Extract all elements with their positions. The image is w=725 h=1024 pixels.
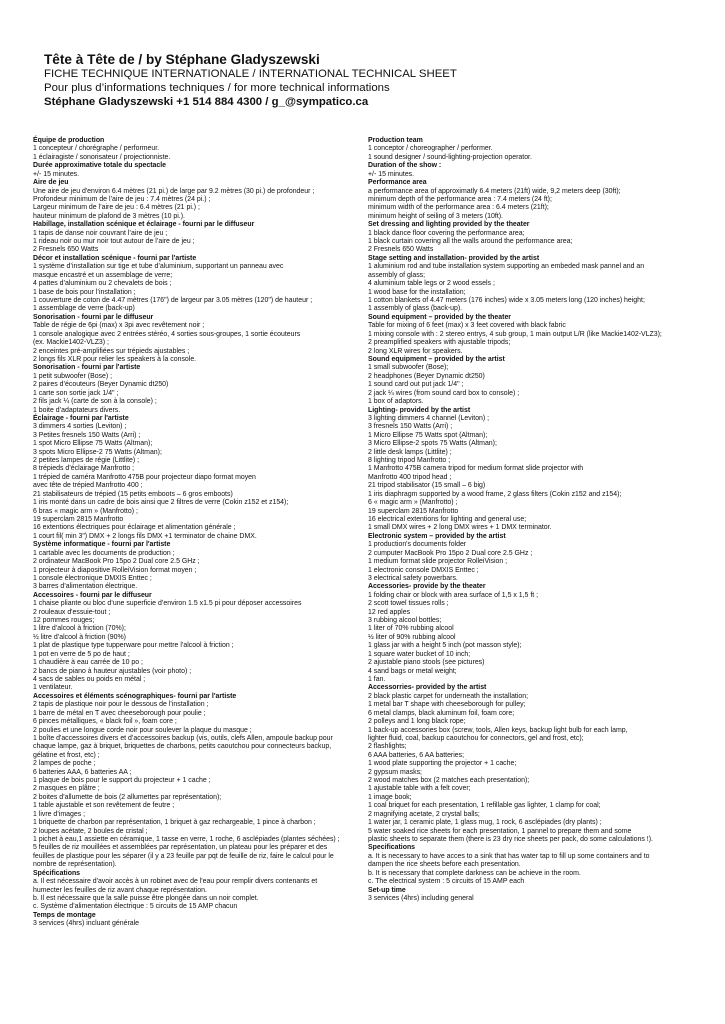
en-text-line: 1 small subwoofer (Bose); [368, 364, 449, 372]
en-text-line: 1 water jar, 1 ceramic plate, 1 glass mug, 1 rock, 6 asclépiades (dry plants) ; [368, 819, 602, 827]
fr-section-heading: Aire de jeu [33, 179, 69, 187]
fr-section-heading: Habillage, installation scénique et éclairage - fourni par le diffuseur [33, 221, 255, 229]
en-text-line: 1 small DMX wires + 2 long DMX wires + 1 DMX terminator. [368, 524, 552, 532]
en-text-line: 2 preamplified speakers with ajustable tripods; [368, 339, 511, 347]
fr-text-line: 3 barres d’alimentation électrique. [33, 583, 138, 591]
fr-section-heading: Accessoires et éléments scénographiques- fourni par l'artiste [33, 692, 237, 700]
en-text-line: assembly of glass; [368, 271, 426, 279]
fr-text-line: 2 enceintes pré-amplifiées sur trépieds ajustables ; [33, 347, 190, 355]
fr-text-line: 1 litre d’alcool à friction (70%); [33, 625, 126, 633]
en-section-heading: Specifications [368, 844, 416, 852]
en-section-heading: Sound equipment – provided by the theater [368, 313, 512, 321]
fr-text-line: 1 court fil( min 3") DMX + 2 longs fils DMX +1 terminator de chaine DMX. [33, 532, 257, 540]
en-text-line: 12 red apples [368, 608, 411, 616]
fr-section-heading: Équipe de production [33, 137, 105, 144]
fr-text-line: 1 chaudière à eau carrée de 10 po ; [33, 659, 143, 667]
fr-section-heading: Sonorisation - fourni par le diffuseur [33, 313, 154, 321]
fr-text-line: 21 stabilisateurs de trépied (15 petits emboots – 6 gros emboots) [33, 490, 233, 498]
fr-text-line: 1 tapis de danse noir couvrant l’aire de jeu ; [33, 229, 168, 237]
fr-text-line: 4 sacs de sables ou poids en métal ; [33, 676, 146, 683]
en-text-line: 1 black dance floor covering the performance area; [368, 229, 525, 237]
en-text-line: 2 jack ¼ wires (from sound card box to console) ; [368, 389, 520, 397]
fr-text-line: gélatine et frost, etc) ; [33, 751, 100, 759]
en-text-line: 2 long XLR wires for speakers. [368, 347, 463, 355]
fr-text-line: 1 barre de métal en T avec cheeseborough pour poulie ; [33, 709, 206, 717]
fr-text-line: 1 système d’installation sur tige et tube d’aluminium, supportant un panneau avec [33, 263, 284, 271]
fr-text-line: 2 tapis de plastique noir pour le dessous de l’installation ; [33, 701, 209, 709]
en-text-line: a performance area of approximatly 6.4 meters (21ft) wide, 9,2 meters deep (30ft); [368, 187, 621, 195]
en-text-line: 3 Micro Ellipse-2 spots 75 Watts (Altman); [368, 440, 497, 448]
en-text-line: 6 « magic arm » (Manfrotto) ; [368, 499, 458, 507]
fr-text-line: 1 rideau noir ou mur noir tout autour de l’aire de jeu ; [33, 238, 195, 246]
en-text-line: b. It is necessary that complete darkness can be achieve in the room. [368, 869, 581, 877]
fr-text-line: Profondeur minimum de l’aire de jeu : 7.4 mètres (24 pi.) ; [33, 195, 211, 203]
en-text-line: 1 liter of 70% rubbing alcool [368, 625, 454, 633]
en-section-heading: Lighting- provided by the artist [368, 406, 471, 414]
fr-text-line: humecter les feuilles de riz avant chaque représentation. [33, 886, 207, 894]
en-text-line: 2 cumputer MacBook Pro 15po 2 Dual core 2.5 GHz ; [368, 549, 533, 557]
en-text-line: 1 aluminium rod and tube installation system supporting an embeded mask pannel and an [368, 263, 645, 271]
en-text-line: plastic sheets to separate them (there is 23 dry rice sheets per pack, do some calculations !). [368, 836, 653, 844]
en-section-heading: Set dressing and lighting provided by the theater [368, 221, 530, 229]
fr-text-line: Largeur minimum de l’aire de jeu : 6.4 mètres (21 pi.) ; [33, 204, 200, 212]
en-text-line: 1 mixing console with : 2 stereo entrys, 4 sub group, 1 main output L/R (like Mackie1402-VLZ3); [368, 330, 662, 338]
fr-text-line: 6 batteries AAA, 6 batteries AA ; [33, 768, 132, 776]
en-text-line: 4 aluminium table legs or 2 wood essels ; [368, 280, 495, 288]
fr-text-line: masque encastré et un assemblage de verre; [33, 271, 173, 279]
en-text-line: 2 little desk lamps (Littlite) ; [368, 448, 452, 456]
fr-text-line: 1 chaise pliante ou bloc d’une superficie d’environ 1.5 x1.5 pi pour déposer accessoires [33, 600, 302, 608]
en-text-line: 2 headphones (Beyer Dynamic dt250) [368, 372, 485, 380]
fr-text-line: avec tête de trépied Manfrotto 400 ; [33, 482, 143, 490]
fr-text-line: 1 carte son sortie jack 1/4" ; [33, 389, 119, 397]
en-text-line: 1 medium format slide projector RolleiVision ; [368, 558, 508, 566]
en-text-line: 1 Manfrotto 475B camera tripod for medium format slide projector with [368, 465, 584, 473]
fr-text-line: hauteur minimum de plafond de 3 mètres (10 pi.). [33, 212, 185, 220]
en-section-heading: Sound equipment – provided by the artist [368, 355, 505, 363]
en-text-line: 2 scott towel tissues rolls ; [368, 600, 449, 608]
en-text-line: 1 ajustable table with a felt cover; [368, 785, 471, 793]
en-text-line: minimum width of the performance area : 6.4 meters (21ft); [368, 204, 549, 212]
fr-text-line: 1 base de bois pour l’installation ; [33, 288, 136, 296]
en-text-line: ½ liter of 90% rubbing alcool [368, 633, 456, 641]
en-text-line: 1 wood plate supporting the projector + 1 cache; [368, 760, 517, 768]
fr-text-line: 3 services (4hrs) incluant générale [33, 920, 140, 928]
en-text-line: 1 sound card out put jack 1/4" ; [368, 381, 464, 389]
en-text-line: 2 polleys and 1 long black rope; [368, 718, 466, 726]
en-text-line: 3 fresnels 150 Watts (Arri) ; [368, 423, 453, 431]
fr-text-line: 2 Fresnels 650 Watts [33, 246, 99, 254]
en-text-line: minimum height of seiling of 3 meters (10ft). [368, 212, 503, 220]
fr-text-line: 16 extentions électriques pour éclairage et alimentation générale ; [33, 524, 236, 532]
fr-text-line: 6 pinces métalliques, « black foil », foam core ; [33, 718, 177, 726]
fr-text-line: (ex. Mackie1402-VLZ3) ; [33, 339, 109, 347]
en-text-line: 1 folding chair or block with area surface of 1,5 x 1,5 ft ; [368, 591, 539, 599]
fr-text-line: 1 petit subwoofer (Bose) ; [33, 372, 113, 380]
en-text-line: 1 box of adaptors. [368, 398, 424, 406]
english-column [368, 137, 698, 903]
fr-section-heading: Spécifications [33, 869, 81, 877]
en-text-line: lighter fluid, coal, backup caoutchou for connectors, gel and frost, etc); [368, 734, 584, 742]
fr-text-line: 4 pattes d’aluminium ou 2 chevalets de bois ; [33, 280, 172, 288]
fr-text-line: Une aire de jeu d'environ 6.4 mètres (21 pi.) de large par 9.2 mètres (30 pi.) de profondeur ; [33, 187, 315, 195]
en-section-heading: Performance area [368, 179, 427, 187]
fr-text-line: 12 pommes rouges; [33, 617, 95, 625]
fr-text-line: 2 boites d’allumette de bois (2 allumettes par représentation); [33, 793, 222, 801]
en-section-heading: Set-up time [368, 886, 406, 894]
en-text-line: 3 rubbing alcool bottles; [368, 617, 442, 625]
en-text-line: 1 back-up accessories box (screw, tools, Allen keys, backup light bulb for each lamp, [368, 726, 628, 734]
fr-text-line: 1 console analogique avec 2 entrées stéréo, 4 sorties sous-groupes, 1 sortie écouteurs [33, 330, 301, 338]
en-text-line: 2 magnifying acetate, 2 crystal balls; [368, 810, 480, 818]
fr-text-line: 2 poulies et une longue corde noir pour soulever la plaque du masque ; [33, 726, 252, 734]
fr-text-line: 1 assemblage de verre (back-up) [33, 305, 135, 313]
en-text-line: 4 sand bags or metal weight; [368, 667, 457, 675]
en-text-line: 2 wood matches box (2 matches each presentation); [368, 777, 530, 785]
en-text-line: Manfrotto 400 tripod head ; [368, 473, 452, 481]
en-text-line: 1 glass jar with a height 5 inch (pot masson style); [368, 642, 522, 650]
en-text-line: 2 Fresnels 650 Watts [368, 246, 434, 254]
en-text-line: 1 square water bucket of 10 inch; [368, 650, 471, 658]
en-text-line: 3 electrical safety powerbars. [368, 574, 458, 582]
fr-section-heading: Durée approximative totale du spectacle [33, 162, 167, 170]
fr-text-line: 1 plaque de bois pour le support du projecteur + 1 cache ; [33, 777, 211, 785]
fr-text-line: 2 longs fils XLR pour relier les speakers à la console. [33, 355, 197, 363]
en-text-line: 1 metal bar T shape with cheeseborough for pulley; [368, 701, 526, 709]
en-text-line: 1 black curtain covering all the walls around the performance area; [368, 238, 573, 246]
en-text-line: 1 conceptor / choreographer / performer. [368, 145, 493, 153]
fr-text-line: feuilles de plastique pour les séparer (il y a 23 feuille par pqt de feuille de riz, faire le calcul pour le [33, 852, 334, 860]
fr-text-line: 1 plat de plastique type tupperware pour mettre l’alcool à friction ; [33, 642, 234, 650]
fr-text-line: 1 éclairagiste / sonorisateur / projectionniste. [33, 153, 171, 161]
fr-text-line: 1 livre d’images ; [33, 810, 86, 818]
en-text-line: 3 lighting dimmers 4 channel (Leviton) ; [368, 414, 490, 422]
en-section-heading: Accessories- provide by the theater [368, 583, 486, 591]
fr-section-heading: Accessoires - fourni par le diffuseur [33, 591, 152, 599]
info-line: Pour plus d’informations techniques / for more technical informations [44, 81, 390, 94]
fr-text-line: 3 spots Micro Ellipse-2 75 Watts (Altman); [33, 448, 162, 456]
french-column [33, 137, 365, 929]
en-text-line: 16 electrical extentions for lighting and general use; [368, 515, 527, 523]
en-text-line: 2 ajustable piano stools (see pictures) [368, 659, 485, 667]
document-subtitle: FICHE TECHNIQUE INTERNATIONALE / INTERNATIONAL TECHNICAL SHEET [44, 68, 457, 80]
en-text-line: 2 flashlights; [368, 743, 407, 751]
fr-text-line: 1 pot en verre de 5 po de haut ; [33, 650, 130, 658]
fr-text-line: 2 fils jack ¼ (carte de son à la console) ; [33, 398, 157, 406]
en-text-line: 3 services (4hrs) including general [368, 894, 474, 902]
en-section-heading: Electronic system – provided by the artist [368, 532, 506, 540]
fr-text-line: 1 briquette de charbon par représentation, 1 briquet à gaz rechargeable, 1 pince à charbon ; [33, 819, 316, 827]
fr-text-line: 1 iris monté dans un cadre de bois ainsi que 2 filtres de verre (Cokin z152 et z154); [33, 499, 289, 507]
en-text-line: 1 image book; [368, 793, 412, 801]
fr-text-line: 2 rouleaux d'essuie-tout ; [33, 608, 111, 616]
en-text-line: minimum depth of the performance area : 7.4 meters (24 ft); [368, 195, 552, 203]
en-text-line: 1 wood base for the installation; [368, 288, 466, 296]
fr-text-line: 2 lampes de poche ; [33, 760, 96, 768]
fr-text-line: 8 trépieds d’éclairage Manfrotto ; [33, 465, 135, 473]
fr-text-line: 2 loupes acétate, 2 boules de cristal ; [33, 827, 148, 835]
fr-text-line: 1 boite d’adaptateurs divers. [33, 406, 121, 414]
en-text-line: 1 electronic console DMXIS Enttec ; [368, 566, 479, 574]
fr-text-line: 1 couverture de coton de 4.47 mètres (176") de largeur par 3.05 mètres (120") de hauteur ; [33, 297, 313, 305]
fr-text-line: 6 bras « magic arm » (Manfrotto) ; [33, 507, 138, 515]
en-text-line: 1 cotton blankets of 4.47 meters (176 inches) wide x 3.05 meters long (120 inches) height; [368, 297, 645, 305]
en-text-line: 1 sound designer / sound-lighting-projection operator. [368, 153, 532, 161]
fr-text-line: 19 superclam 2815 Manfrotto [33, 515, 124, 523]
fr-text-line: 1 console électronique DMXIS Enttec ; [33, 574, 152, 582]
fr-text-line: 1 cartable avec les documents de production ; [33, 549, 175, 557]
fr-text-line: b. Il est nécessaire que la salle puisse être plongée dans un noir complet. [33, 894, 259, 902]
en-text-line: 1 iris diaphragm supported by a wood frame, 2 glass filters (Cokin z152 and z154); [368, 490, 622, 498]
fr-text-line: 2 petites lampes de régie (Littlite) ; [33, 457, 140, 465]
en-section-heading: Stage setting and installation- provided by the artist [368, 254, 540, 262]
fr-text-line: 1 trépied de caméra Manfrotto 475B pour projecteur diapo format moyen [33, 473, 256, 481]
fr-section-heading: Décor et installation scénique - fourni par l'artiste [33, 254, 197, 262]
fr-section-heading: Sonorisation - fourni par l'artiste [33, 364, 141, 372]
document-title: Tête à Tête de / by Stéphane Gladyszewski [44, 52, 320, 67]
en-text-line: c. The electrical system : 5 circuits of 15 AMP each [368, 878, 525, 886]
en-text-line: 1 assembly of glass (back-up). [368, 305, 463, 313]
fr-section-heading: Éclairage - fourni par l'artiste [33, 414, 129, 422]
en-section-heading: Accessorries- provided by the artist [368, 684, 487, 692]
en-text-line: 6 AAA batteries, 6 AA batteries; [368, 751, 465, 759]
fr-text-line: chaque lampe, gaz à briquet, briquettes de charbons, petits caoutchou pour connecteurs backup, [33, 743, 332, 751]
fr-section-heading: Système informatique - fourni par l'artiste [33, 541, 171, 549]
fr-text-line: 1 concepteur / chorégraphe / performeur. [33, 145, 160, 153]
en-section-heading: Duration of the show : [368, 162, 442, 170]
fr-text-line: 2 paires d’écouteurs (Beyer Dynamic dt250) [33, 381, 169, 389]
fr-text-line: 2 masques en plâtre ; [33, 785, 100, 793]
fr-text-line: 1 boîte d'accessoires divers et d’accessoires backup (vis, outils, clefs Allen, ampoule backup pour [33, 734, 333, 742]
fr-text-line: 5 feuilles de riz mouillées et assemblées par représentation, un plateau pour les préparer et des [33, 844, 328, 852]
en-text-line: Table for mixing of 6 feet (max) x 3 feet covered with black fabric [368, 322, 566, 330]
fr-text-line: 1 pichet à eau,1 assiette en céramique, 1 tasse en verre, 1 roche, 6 asclépiades (plantes séchées) ; [33, 836, 340, 844]
en-text-line: a. It is necessary to have acces to a sink that has water tap to fill up some containers and to [368, 852, 650, 860]
en-text-line: 1 Micro Ellipse 75 Watts spot (Altman); [368, 431, 488, 439]
en-text-line: 1 production's documents folder [368, 541, 467, 549]
en-text-line: 6 metal clamps, black aluminum foil, foam core; [368, 709, 515, 717]
fr-text-line: 1 projecteur à diapositive RolleiVision format moyen ; [33, 566, 197, 574]
fr-text-line: +/- 15 minutes. [33, 170, 80, 178]
en-text-line: 1 coal briquet for each presentation, 1 refillable gas lighter, 1 clamp for coal; [368, 802, 601, 810]
fr-text-line: c. Système d’alimentation électrique : 5 circuits de 15 AMP chacun [33, 903, 238, 911]
fr-text-line: 3 Petites fresnels 150 Watts (Arri) ; [33, 431, 141, 439]
en-text-line: 5 water soaked rice sheets for each presentation, 1 pannel to prepare them and some [368, 827, 632, 835]
en-text-line: 21 tripod stabilisator (15 small – 6 big) [368, 482, 486, 490]
document-header [44, 52, 684, 109]
fr-text-line: 1 table ajustable et son revêtement de feutre ; [33, 802, 175, 810]
en-text-line: 2 gypsum masks; [368, 768, 422, 776]
en-text-line: +/- 15 minutes. [368, 170, 415, 178]
fr-text-line: Table de régie de 6pi (max) x 3pi avec revêtement noir ; [33, 322, 205, 330]
fr-text-line: a. Il est nécessaire d'avoir accès à un robinet avec de l'eau pour remplir divers contenants et [33, 878, 318, 886]
fr-text-line: ½ litre d’alcool à friction (90%) [33, 633, 126, 641]
en-text-line: dampen the rice sheets before each presentation. [368, 861, 521, 869]
en-text-line: 2 black plastic carpet for underneath the installation; [368, 692, 529, 700]
en-text-line: 1 fan. [368, 676, 386, 683]
fr-section-heading: Temps de montage [33, 911, 96, 919]
fr-text-line: 2 bancs de piano à hauteur ajustables (voir photo) ; [33, 667, 192, 675]
fr-text-line: 1 ventilateur. [33, 684, 73, 692]
en-section-heading: Production team [368, 137, 423, 144]
en-text-line: 19 superclam 2815 Manfrotto [368, 507, 459, 515]
fr-text-line: 1 spot Micro Ellipse 75 Watts (Altman); [33, 440, 153, 448]
contact-line: Stéphane Gladyszewski +1 514 884 4300 / g_@sympatico.ca [44, 95, 369, 108]
fr-text-line: 2 ordinateur MacBook Pro 15po 2 Dual core 2.5 GHz ; [33, 558, 200, 566]
fr-text-line: 3 dimmers 4 sorties (Leviton) ; [33, 423, 127, 431]
en-text-line: 8 lighting tripod Manfrotto ; [368, 457, 451, 465]
fr-text-line: nombre de représentation). [33, 861, 117, 869]
